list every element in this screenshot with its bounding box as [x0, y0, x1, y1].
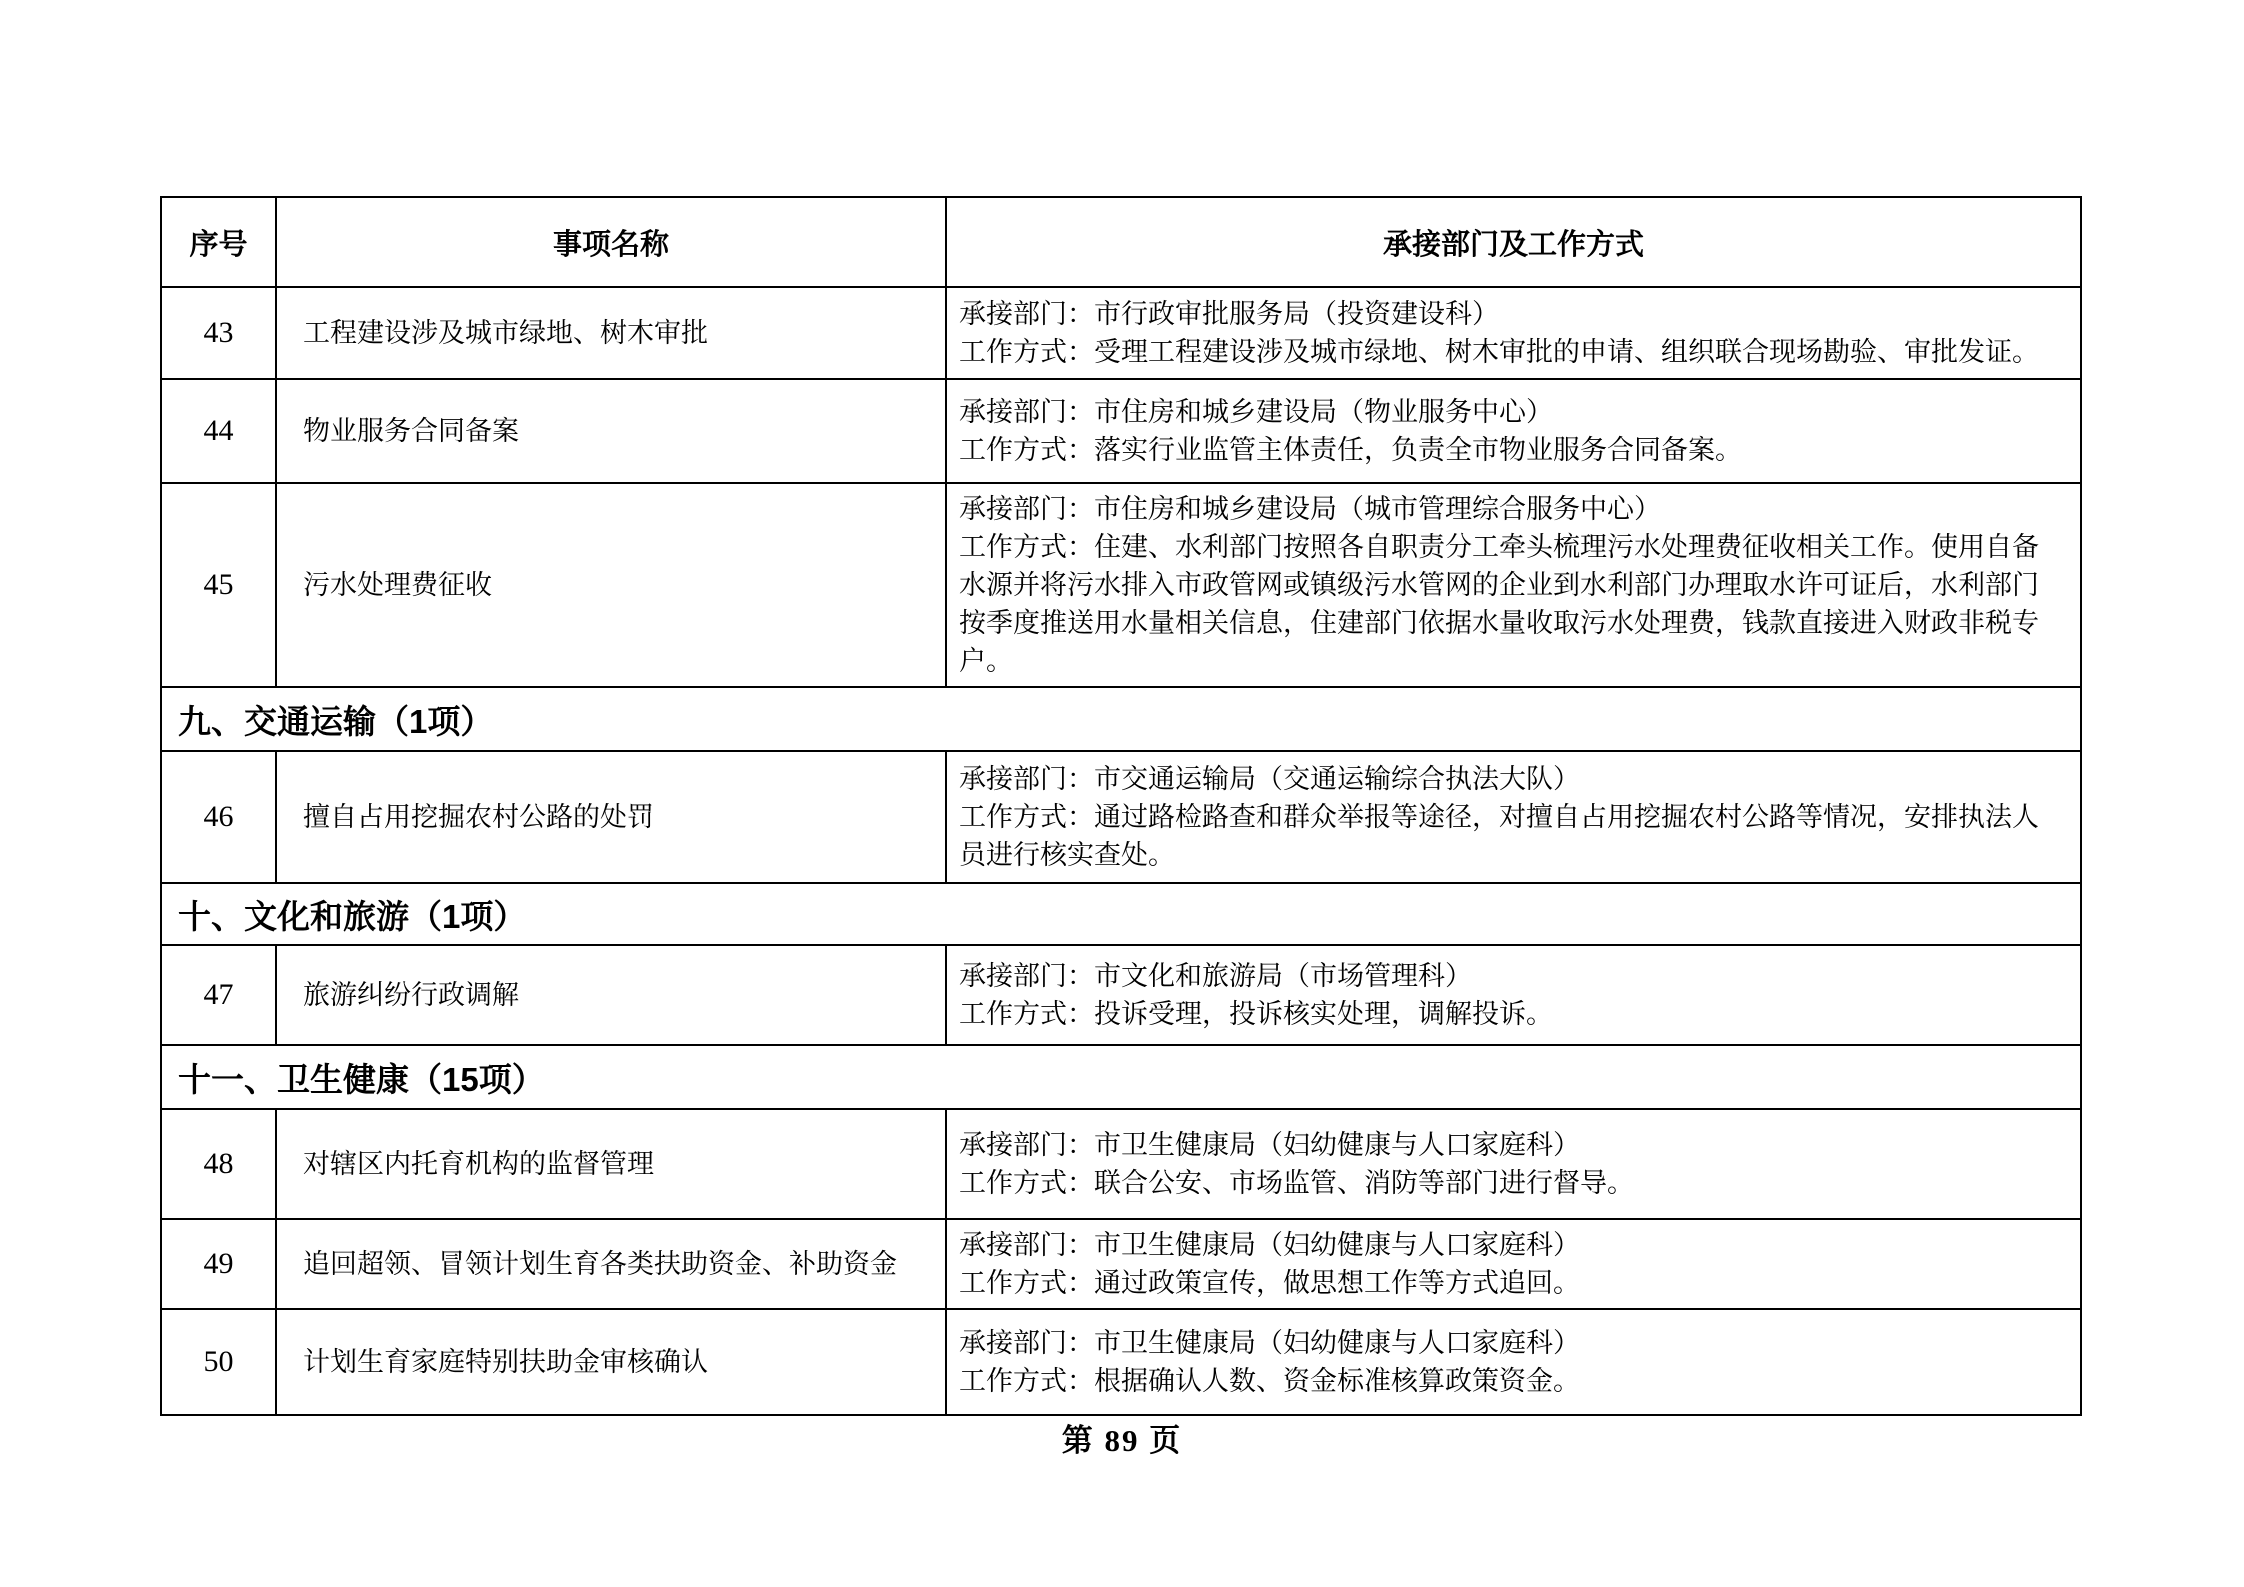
method-line: 工作方式：受理工程建设涉及城市绿地、树木审批的申请、组织联合现场勘验、审批发证。 — [959, 337, 2039, 367]
item-name: 擅自占用挖掘农村公路的处罚 — [276, 751, 946, 883]
row-number: 48 — [161, 1109, 276, 1219]
section-header-health: 十一、卫生健康（15项） — [161, 1045, 2081, 1109]
table-row — [161, 379, 2081, 483]
table-row — [161, 1309, 2081, 1415]
method-line: 工作方式：住建、水利部门按照各自职责分工牵头梳理污水处理费征收相关工作。使用自备水源并将污水排入市政管网或镇级污水管网的企业到水利部门办理取水许可证后，水利部门按季度推送用水量相关信息，住建部门依据水量收取污水处理费，钱款直接进入财政非税专户。 — [959, 532, 2039, 676]
table-row — [161, 483, 2081, 687]
department-line: 承接部门：市卫生健康局（妇幼健康与人口家庭科） — [959, 1130, 1580, 1160]
item-name: 物业服务合同备案 — [276, 379, 946, 483]
row-number: 49 — [161, 1219, 276, 1309]
section-header-culture-tourism: 十、文化和旅游（1项） — [161, 883, 2081, 945]
section-header-transport: 九、交通运输（1项） — [161, 687, 2081, 751]
row-number: 50 — [161, 1309, 276, 1415]
row-number: 43 — [161, 287, 276, 379]
department-method-cell — [946, 287, 2081, 379]
section-row — [161, 1045, 2081, 1109]
item-name: 工程建设涉及城市绿地、树木审批 — [276, 287, 946, 379]
department-line: 承接部门：市行政审批服务局（投资建设科） — [959, 299, 1499, 329]
table-row — [161, 287, 2081, 379]
department-method-cell — [946, 1219, 2081, 1309]
method-line: 工作方式：联合公安、市场监管、消防等部门进行督导。 — [959, 1168, 1634, 1198]
department-line: 承接部门：市住房和城乡建设局（物业服务中心） — [959, 397, 1553, 427]
table-header-row — [161, 197, 2081, 287]
department-method-cell — [946, 945, 2081, 1045]
method-line: 工作方式：通过路检路查和群众举报等途径，对擅自占用挖掘农村公路等情况，安排执法人员进行核实查处。 — [959, 802, 2039, 870]
header-item-name: 事项名称 — [276, 197, 946, 287]
header-department-method: 承接部门及工作方式 — [946, 197, 2081, 287]
department-line: 承接部门：市住房和城乡建设局（城市管理综合服务中心） — [959, 494, 1661, 524]
page-number: 第 89 页 — [1061, 1423, 1183, 1458]
department-line: 承接部门：市卫生健康局（妇幼健康与人口家庭科） — [959, 1230, 1580, 1260]
method-line: 工作方式：落实行业监管主体责任，负责全市物业服务合同备案。 — [959, 435, 1742, 465]
department-method-cell — [946, 751, 2081, 883]
item-name: 旅游纠纷行政调解 — [276, 945, 946, 1045]
department-method-cell — [946, 483, 2081, 687]
row-number: 45 — [161, 483, 276, 687]
row-number: 46 — [161, 751, 276, 883]
item-name: 污水处理费征收 — [276, 483, 946, 687]
department-method-cell — [946, 1109, 2081, 1219]
method-line: 工作方式：根据确认人数、资金标准核算政策资金。 — [959, 1366, 1580, 1396]
department-line: 承接部门：市卫生健康局（妇幼健康与人口家庭科） — [959, 1328, 1580, 1358]
item-name: 追回超领、冒领计划生育各类扶助资金、补助资金 — [276, 1219, 946, 1309]
table-row — [161, 1219, 2081, 1309]
department-method-cell — [946, 1309, 2081, 1415]
department-method-cell — [946, 379, 2081, 483]
section-row — [161, 883, 2081, 945]
item-name: 对辖区内托育机构的监督管理 — [276, 1109, 946, 1219]
table-row — [161, 1109, 2081, 1219]
row-number: 47 — [161, 945, 276, 1045]
method-line: 工作方式：通过政策宣传，做思想工作等方式追回。 — [959, 1268, 1580, 1298]
table-row — [161, 751, 2081, 883]
department-line: 承接部门：市文化和旅游局（市场管理科） — [959, 961, 1472, 991]
section-row — [161, 687, 2081, 751]
row-number: 44 — [161, 379, 276, 483]
items-table — [160, 196, 2082, 1416]
header-serial-number: 序号 — [161, 197, 276, 287]
department-line: 承接部门：市交通运输局（交通运输综合执法大队） — [959, 764, 1580, 794]
item-name: 计划生育家庭特别扶助金审核确认 — [276, 1309, 946, 1415]
method-line: 工作方式：投诉受理，投诉核实处理，调解投诉。 — [959, 999, 1553, 1029]
table-row — [161, 945, 2081, 1045]
